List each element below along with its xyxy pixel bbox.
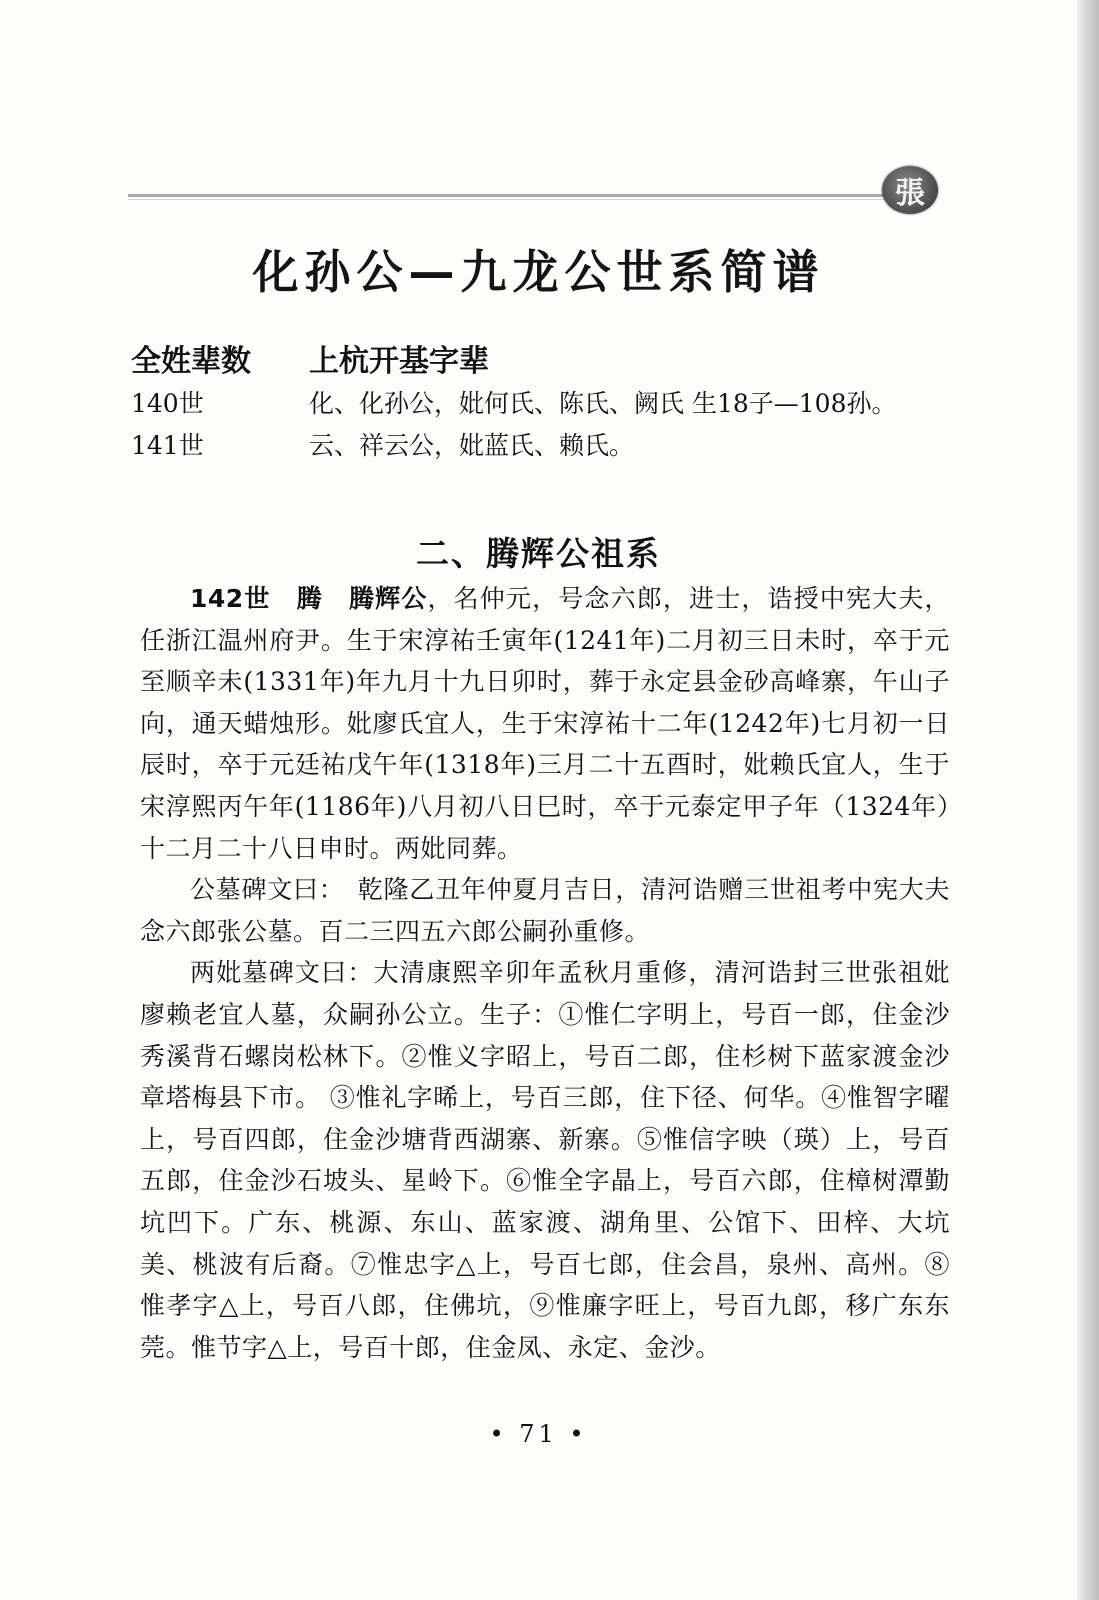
paragraph-text: ，名仲元，号念六郎，进士，诰授中宪大夫，任浙江温州府尹。生于宋淳祐壬寅年(1241年)二月初三日未时，卒于元至顺辛未(1331年)年九月十九日卯时，葬于永定县金砂高峰寨，午山子向，通天蜡烛形。妣廖氏宜人，生于宋淳祐十二年(1242年)七月初一日辰时，卒于元廷祐戊午年(1318年)三月二十五酉时，妣赖氏宜人，生于宋淳熙丙午年(1186年)八月初八日巳时，卒于元泰定甲子年（1324年）十二月二十八日申时。两妣同葬。 bbox=[140, 584, 950, 863]
paragraph-tomb-inscription: 公墓碑文曰： 乾隆乙丑年仲夏月吉日，清河诰赠三世祖考中宪大夫念六郎张公墓。百二三四五六郎公嗣孙重修。 bbox=[140, 875, 950, 946]
paragraph-lead: 142世 腾 腾辉公 bbox=[190, 584, 428, 613]
page-number: • 71 • bbox=[489, 1420, 588, 1448]
page-edge-shadow bbox=[1077, 0, 1099, 1600]
generation-description: 化、化孙公，妣何氏、陈氏、阙氏 生18子—108孙。 bbox=[309, 389, 897, 418]
generation-label: 140世 bbox=[131, 389, 204, 418]
paragraph-biography bbox=[140, 578, 950, 869]
page-title: 化孙公—九龙公世系简谱 bbox=[252, 245, 825, 299]
paragraph-wives-tomb-inscription: 两妣墓碑文曰：大清康熙辛卯年孟秋月重修，清河诰封三世张祖妣廖赖老宜人墓，众嗣孙公立。生子：①惟仁字明上，号百一郎，住金沙秀溪背石螺岗松林下。②惟义字昭上，号百二郎，住杉树下蓝家渡金沙章塔梅县下市。 ③惟礼字晞上，号百三郎，住下径、何华。④惟智字曜上，号百四郎，住金沙塘背西湖寨、新寨。⑤惟信字映（瑛）上，号百五郎，住金沙石坡头、星岭下。⑥惟全字晶上，号百六郎，住樟树潭勤坑凹下。广东、桃源、东山、蓝家渡、湖角里、公馆下、田梓、大坑美、桃波有后裔。⑦惟忠字△上，号百七郎，住会昌，泉州、高州。⑧惟孝字△上，号百八郎，住佛坑，⑨惟廉字旺上，号百九郎，移广东东莞。惟节字△上，号百十郎，住金凤、永定、金沙。 bbox=[140, 958, 950, 1362]
generation-label: 141世 bbox=[131, 431, 204, 460]
header-rule bbox=[128, 194, 888, 197]
surname-emblem-icon: 張 bbox=[882, 166, 938, 214]
section-title: 二、腾辉公祖系 bbox=[416, 534, 661, 573]
section-body bbox=[140, 578, 950, 1368]
column-header-name: 上杭开基字辈 bbox=[309, 344, 489, 379]
generation-description: 云、祥云公，妣蓝氏、赖氏。 bbox=[309, 431, 635, 460]
column-header-generation: 全姓辈数 bbox=[131, 344, 251, 379]
header-rule-thin bbox=[128, 199, 888, 200]
